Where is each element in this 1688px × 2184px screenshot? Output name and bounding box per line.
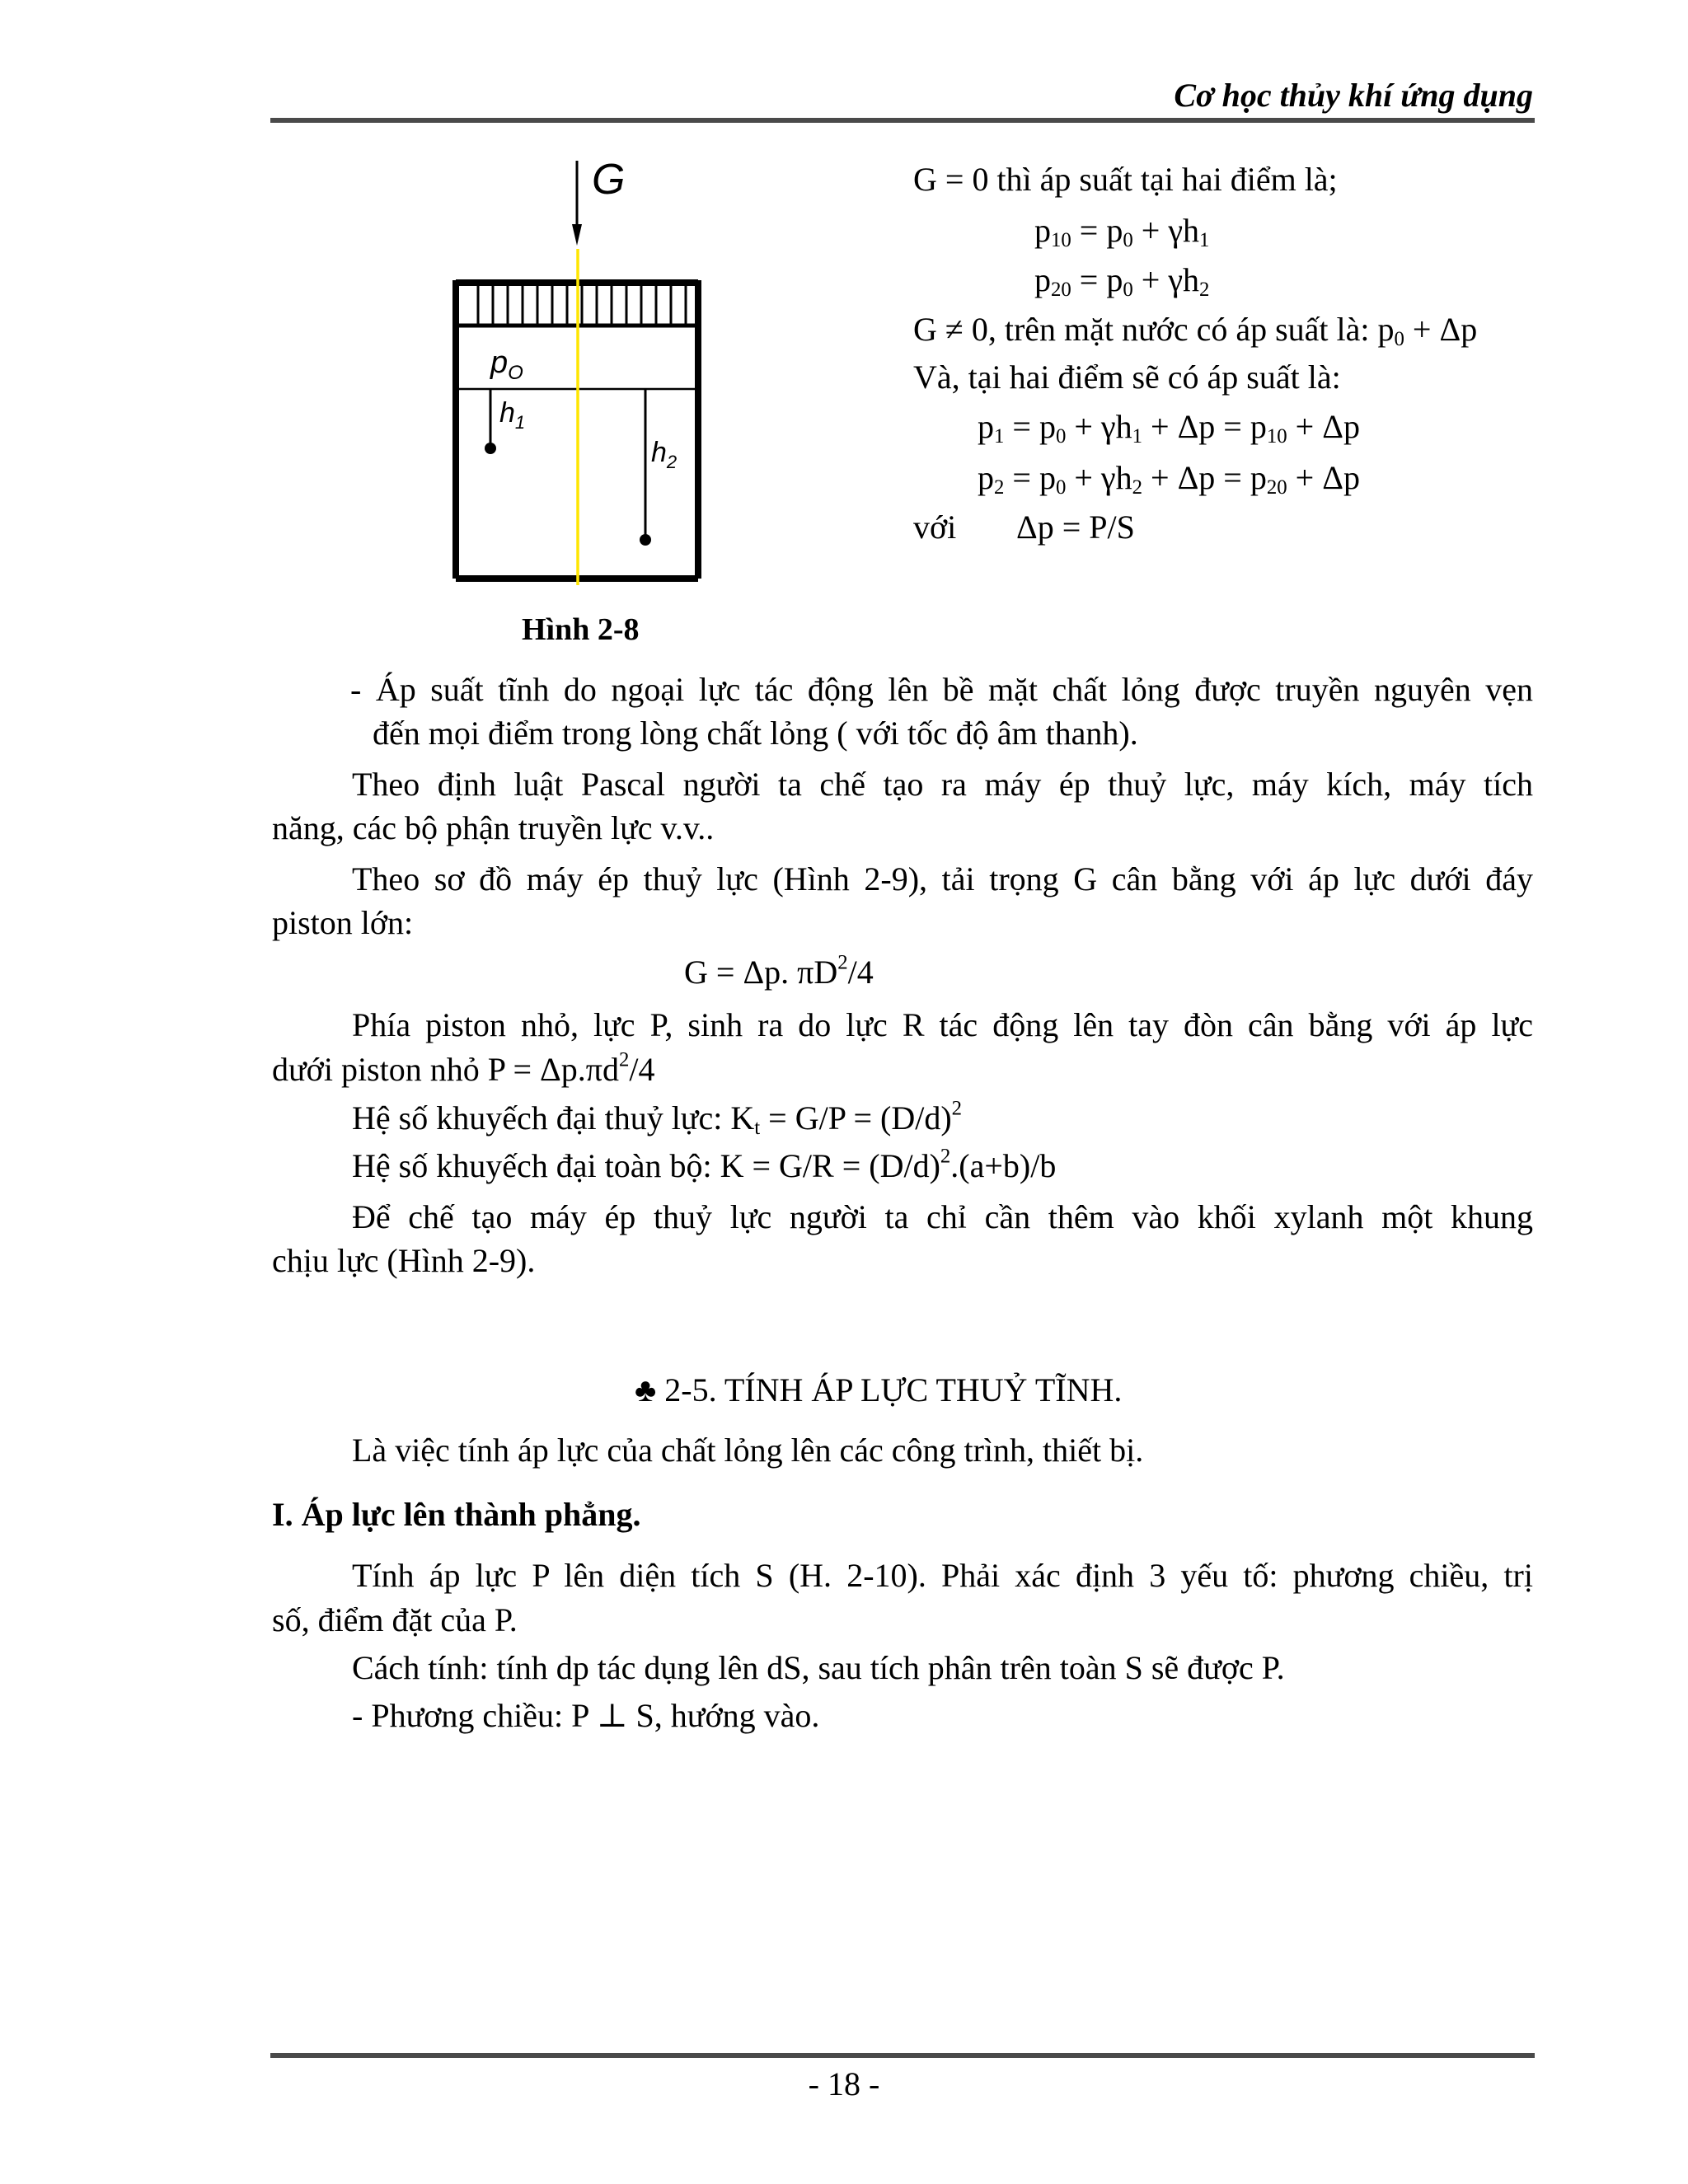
para-3-line-2: dưới piston nhỏ $P = \Delta p.\pi d^2/4$ bbox=[272, 1048, 655, 1088]
right-line-5: Và, tại hai điểm sẽ có áp suất là: bbox=[913, 359, 1341, 396]
right-line-1: G = 0 thì áp suất tại hai điểm là; bbox=[913, 161, 1338, 198]
para-4-line-1: Để chế tạo máy ép thuỷ lực người ta chỉ cần thêm vào khối xylanh một khung bbox=[352, 1198, 1533, 1235]
footer-rule bbox=[270, 2053, 1535, 2058]
para-4-line-2: chịu lực (Hình 2-9). bbox=[272, 1242, 536, 1279]
header-rule bbox=[270, 118, 1535, 123]
force-label: G bbox=[592, 157, 626, 204]
para-3-line-1: Phía piston nhỏ, lực P, sinh ra do lực R tác động lên tay đòn cân bằng với áp lực bbox=[352, 1006, 1533, 1043]
para-2-line-2: piston lớn: bbox=[272, 904, 414, 941]
para-1-line-1: Theo định luật Pascal người ta chế tạo ra máy ép thuỷ lực, máy kích, máy tích bbox=[352, 766, 1533, 803]
right-line-8-label: với bbox=[913, 509, 957, 546]
figure-piston-diagram bbox=[445, 157, 725, 593]
kt-line: Hệ số khuyếch đại thuỷ lực: $K_t = G/P = (D/d)^2$ bbox=[352, 1097, 963, 1140]
para-2-line-1: Theo sơ đồ máy ép thuỷ lực (Hình 2-9), tải trọng G cân bằng với áp lực dưới đáy bbox=[352, 860, 1533, 898]
running-header: Cơ học thủy khí ứng dụng bbox=[1174, 77, 1533, 114]
depth2-label: $h_2$ bbox=[651, 437, 678, 472]
para-1-line-2: năng, các bộ phận truyền lực v.v.. bbox=[272, 809, 715, 846]
equation-p10: $p_{10} = p_0 + \gamma h_1$ bbox=[1034, 212, 1210, 252]
section-intro: Là việc tính áp lực của chất lỏng lên các công trình, thiết bị. bbox=[352, 1432, 1144, 1469]
equation-p2: $p_2 = p_0 + \gamma h_2 + \Delta p = p_{20} + \Delta p$ bbox=[978, 459, 1360, 499]
depth1-label: $h_1$ bbox=[499, 397, 526, 433]
para-6: Cách tính: tính dp tác dụng lên dS, sau tích phân trên toàn S sẽ được P. bbox=[352, 1649, 1285, 1686]
equation-p1: $p_1 = p_0 + \gamma h_1 + \Delta p = p_{10} + \Delta p$ bbox=[978, 408, 1360, 448]
bullet-1-line-2: đến mọi điểm trong lòng chất lỏng ( với tốc độ âm thanh). bbox=[373, 715, 1138, 752]
para-5-line-2: số, điểm đặt của P. bbox=[272, 1601, 518, 1638]
para-7: - Phương chiều: P ⊥ S, hướng vào. bbox=[352, 1697, 820, 1734]
figure-caption: Hình 2-8 bbox=[522, 612, 640, 647]
section-heading: ♣ 2-5. TÍNH ÁP LỰC THUỶ TĨNH. bbox=[635, 1371, 1123, 1408]
page-number: - 18 - bbox=[808, 2065, 880, 2102]
k-line: Hệ số khuyếch đại toàn bộ: $K = G/R = (D/d)^2.(a+b)/b$ bbox=[352, 1145, 1057, 1184]
surface-pressure-label: $p_O$ bbox=[490, 345, 523, 384]
right-line-8-equation: Δp = P/S bbox=[1016, 509, 1135, 546]
bullet-1-line-1: - Áp suất tĩnh do ngoại lực tác động lên bề mặt chất lỏng được truyền nguyên vẹn bbox=[350, 671, 1533, 708]
equation-p20: $p_{20} = p_0 + \gamma h_2$ bbox=[1034, 261, 1210, 302]
subheading: I. Áp lực lên thành phẳng. bbox=[272, 1496, 641, 1533]
para-5-line-1: Tính áp lực P lên diện tích S (H. 2-10). Phải xác định 3 yếu tố: phương chiều, trị bbox=[352, 1557, 1533, 1594]
equation-G: G = Δp. $\pi D^2/4$ bbox=[684, 951, 874, 991]
right-line-4: G ≠ 0, trên mặt nước có áp suất là: $p_0 + \Delta p$ bbox=[913, 311, 1478, 351]
